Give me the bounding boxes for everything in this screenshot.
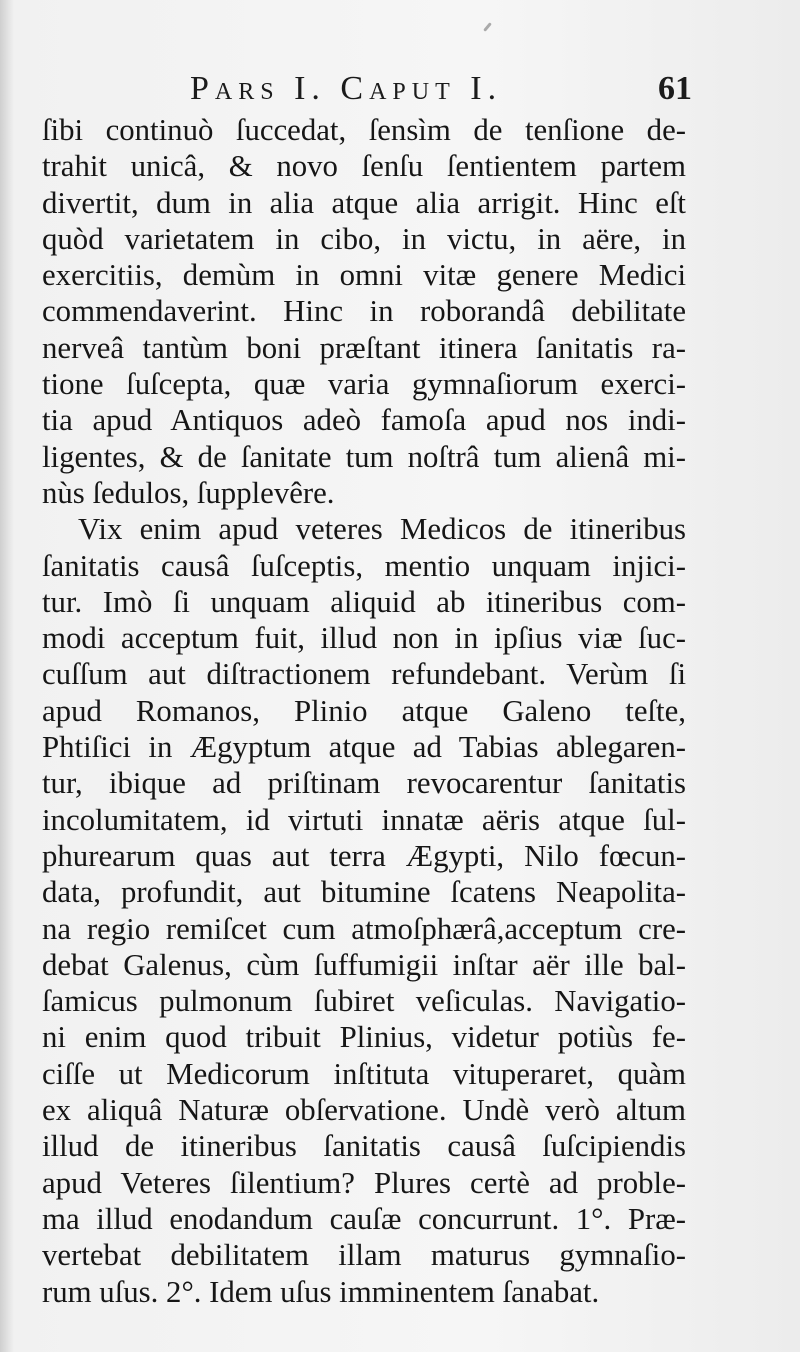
text-line: vertebat debilitatem illam maturus gymnaſio- xyxy=(42,1238,686,1273)
text-line: incolumitatem, id virtuti innatæ aëris atque ſul- xyxy=(42,802,686,837)
text-line: ma illud enodandum cauſæ concurrunt. 1°. Præ- xyxy=(42,1201,686,1236)
text-line: tione ſuſcepta, quæ varia gymnaſiorum exerci- xyxy=(42,367,686,402)
ink-speck xyxy=(483,22,492,32)
text-line: rum uſus. 2°. Idem uſus imminentem ſanabat. xyxy=(42,1274,600,1309)
text-line: Vix enim apud veteres Medicos de itineribus xyxy=(78,512,686,547)
text-line: modi acceptum fuit, illud non in ipſius viæ ſuc- xyxy=(42,621,686,656)
text-line: tur, ibique ad priſtinam revocarentur ſanitatis xyxy=(42,766,686,801)
text-line: quòd varietatem in cibo, in victu, in aëre, in xyxy=(42,221,686,256)
text-line: tur. Imò ſi unquam aliquid ab itineribus com- xyxy=(42,584,686,619)
text-line: nùs ſedulos, ſupplevêre. xyxy=(42,475,335,510)
text-line: ſibi continuò ſuccedat, ſensìm de tenſione de- xyxy=(42,113,686,147)
text-line: exercitiis, demùm in omni vitæ genere Medici xyxy=(42,258,686,293)
text-line: divertit, dum in alia atque alia arrigit. Hinc eſt xyxy=(42,185,686,220)
text-line: apud Romanos, Plinio atque Galeno teſte, xyxy=(42,693,686,728)
text-line: trahit unicâ, & novo ſenſu ſentientem partem xyxy=(42,149,686,184)
text-line: ligentes, & de ſanitate tum noſtrâ tum alienâ mi- xyxy=(42,439,686,474)
text-line: data, profundit, aut bitumine ſcatens Neapolita- xyxy=(42,875,686,910)
text-line: Phtiſici in Ægyptum atque ad Tabias ablegaren- xyxy=(42,730,686,765)
text-line: ex aliquâ Naturæ obſervatione. Undè verò altum xyxy=(42,1093,686,1128)
page-number: 61 xyxy=(658,70,692,107)
text-line: ſamicus pulmonum ſubiret veſiculas. Navigatio- xyxy=(42,984,686,1019)
running-head: Pars I. Caput I. xyxy=(190,70,503,107)
text-line: apud Veteres ſilentium? Plures certè ad proble- xyxy=(42,1165,686,1200)
text-line: debat Galenus, cùm ſuffumigii inſtar aër ille bal- xyxy=(42,947,686,982)
text-line: na regio remiſcet cum atmoſphærâ,acceptum cre- xyxy=(42,911,686,946)
text-line: tia apud Antiquos adeò famoſa apud nos indi- xyxy=(42,403,686,438)
text-line: ni enim quod tribuit Plinius, videtur potiùs fe- xyxy=(42,1020,686,1055)
text-line: commendaverint. Hinc in roborandâ debilitate xyxy=(42,294,686,329)
text-line: phurearum quas aut terra Ægypti, Nilo fœcun- xyxy=(42,838,686,873)
text-line: nerveâ tantùm boni præſtant itinera ſanitatis ra- xyxy=(42,330,686,365)
paragraph xyxy=(42,511,686,1310)
text-line: cuſſum aut diſtractionem refundebant. Verùm ſi xyxy=(42,657,686,692)
text-line: ciſſe ut Medicorum inſtituta vituperaret, quàm xyxy=(42,1056,686,1091)
body-text xyxy=(42,112,686,1310)
paragraph xyxy=(42,112,686,511)
text-line: illud de itineribus ſanitatis causâ ſuſcipiendis xyxy=(42,1129,686,1164)
text-line: ſanitatis causâ ſuſceptis, mentio unquam injici- xyxy=(42,548,686,583)
